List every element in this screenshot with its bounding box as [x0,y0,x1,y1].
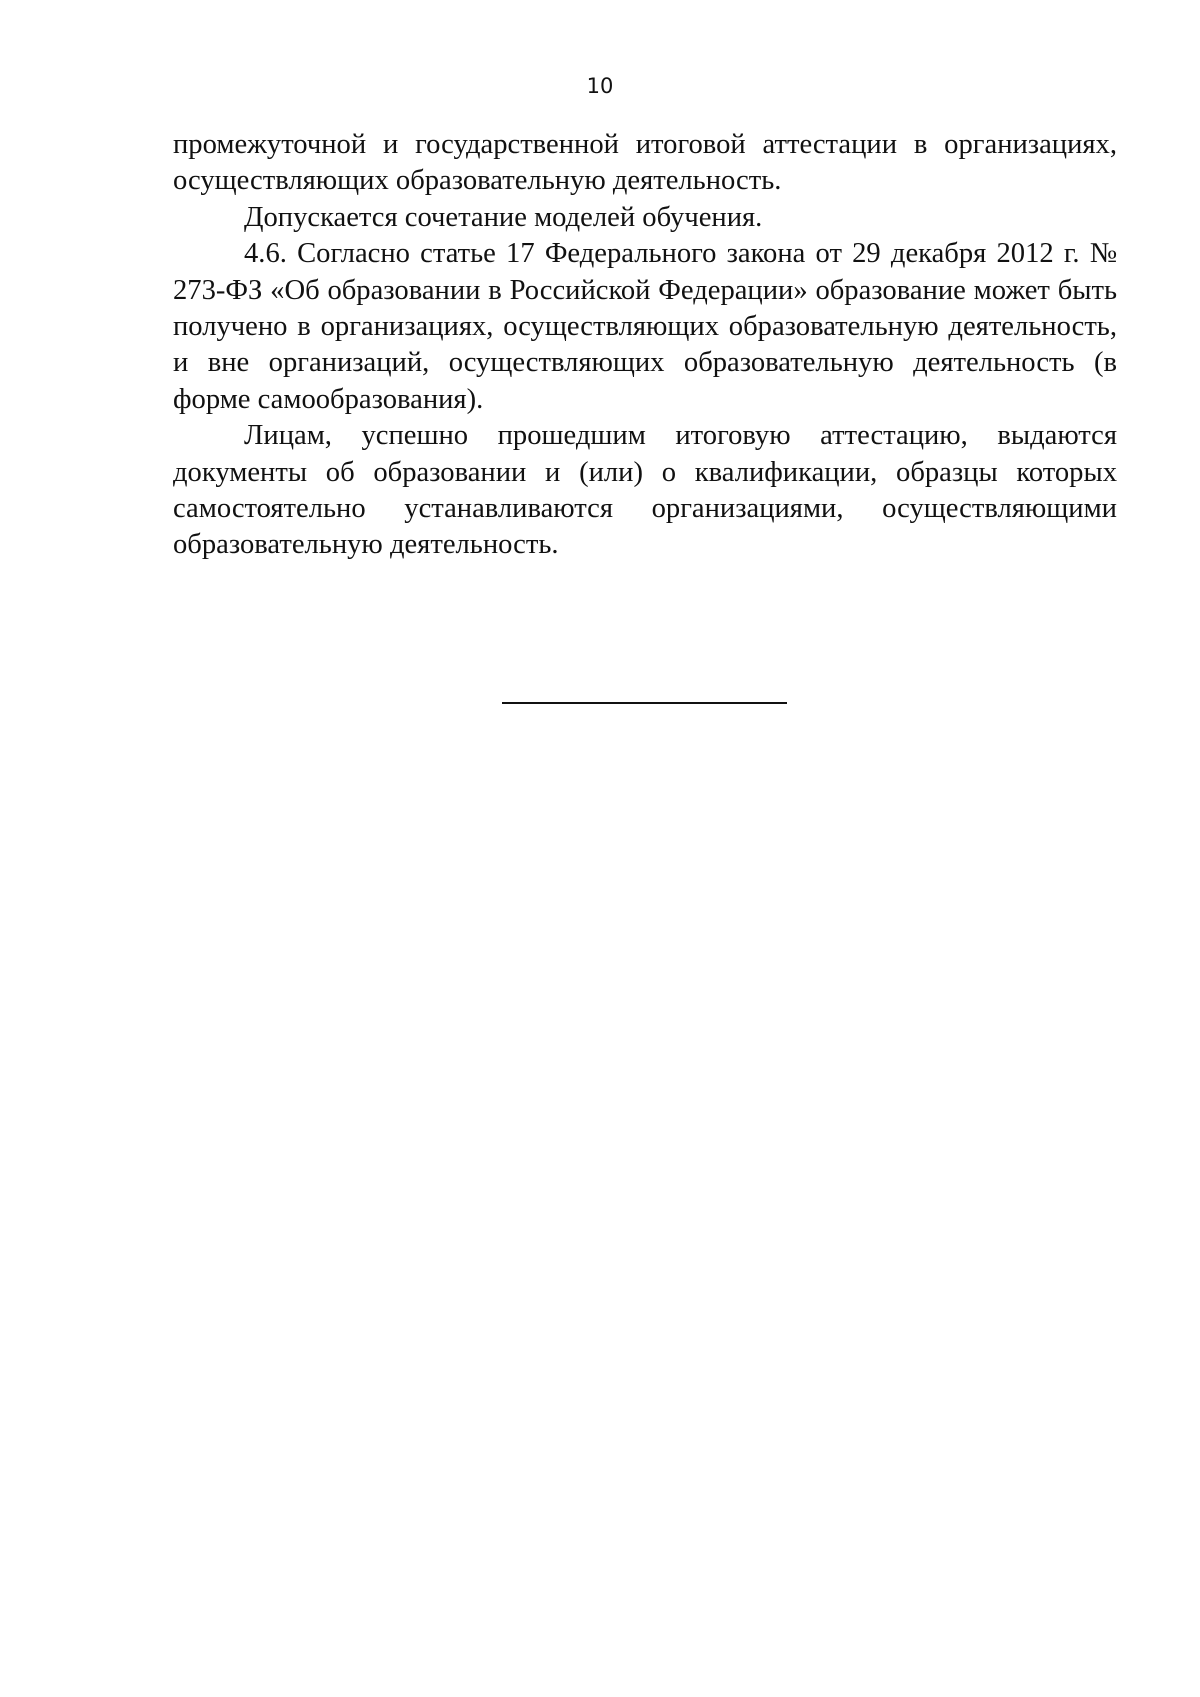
paragraph-4-6: 4.6. Согласно статье 17 Федерального закона от 29 декабря 2012 г. № 273-ФЗ «Об образовании в Российской Федерации» образование может быть получено в организациях, осуществляющих образовательную деятельность, и вне организаций, осуществляющих образовательную деятельность (в форме самообразования). [173,238,1117,415]
page-number: 10 [586,74,614,98]
end-of-text-rule [502,702,787,704]
paragraph-certificates: Лицам, успешно прошедшим итоговую аттестацию, выдаются документы об образовании и (или) о квалификации, образцы которых самостоятельно устанавливаются организациями, осуществляющими образовательную деятельность. [173,420,1117,561]
document-body [173,127,1117,564]
paragraph-continuation: промежуточной и государственной итоговой аттестации в организациях, осуществляющих образовательную деятельность. [173,129,1117,197]
paragraph-combination-of-models: Допускается сочетание моделей обучения. [244,201,763,233]
